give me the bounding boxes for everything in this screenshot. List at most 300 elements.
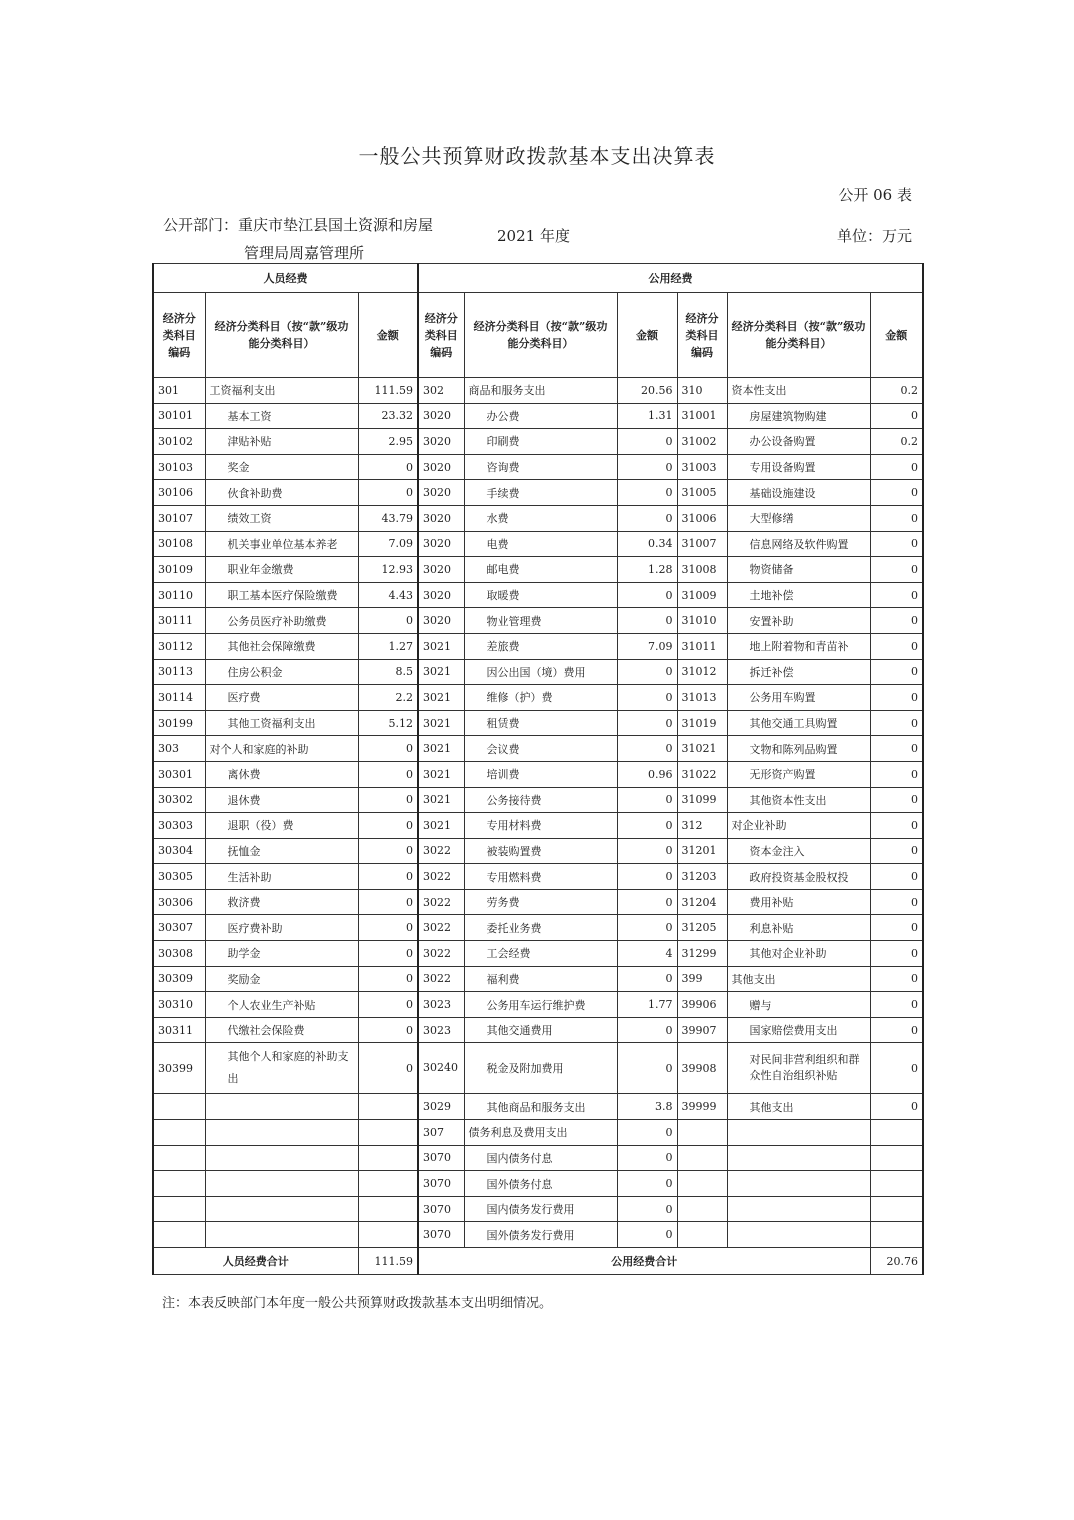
code-cell: 30305 xyxy=(153,864,205,890)
code-cell: 39908 xyxy=(677,1043,727,1094)
name-cell xyxy=(205,1145,358,1171)
code-cell: 3020 xyxy=(418,480,464,506)
code-cell: 30111 xyxy=(153,608,205,634)
code-cell: 3022 xyxy=(418,838,464,864)
name-cell xyxy=(205,1222,358,1248)
amount-cell xyxy=(870,1196,923,1222)
name-cell: 委托业务费 xyxy=(464,915,617,941)
amount-cell: 0 xyxy=(358,992,418,1018)
amount-cell: 0 xyxy=(617,838,677,864)
code-cell: 31010 xyxy=(677,608,727,634)
code-cell xyxy=(677,1171,727,1197)
code-cell: 31011 xyxy=(677,633,727,659)
amount-cell: 0 xyxy=(617,480,677,506)
code-cell: 31003 xyxy=(677,454,727,480)
code-cell: 30114 xyxy=(153,685,205,711)
code-cell: 30240 xyxy=(418,1043,464,1094)
code-cell: 30309 xyxy=(153,966,205,992)
name-cell: 其他资本性支出 xyxy=(727,787,870,813)
amount-cell: 0 xyxy=(617,659,677,685)
name-cell: 医疗费补助 xyxy=(205,915,358,941)
code-cell: 3021 xyxy=(418,659,464,685)
name-cell: 物资储备 xyxy=(727,557,870,583)
amount-cell: 0 xyxy=(617,454,677,480)
name-cell: 基础设施建设 xyxy=(727,480,870,506)
code-cell xyxy=(153,1222,205,1248)
fiscal-year: 2021 年度 xyxy=(497,227,570,245)
name-cell: 基本工资 xyxy=(205,403,358,429)
name-cell: 文物和陈列品购置 xyxy=(727,736,870,762)
name-cell: 电费 xyxy=(464,531,617,557)
code-cell: 31021 xyxy=(677,736,727,762)
header-name: 经济分类科目（按“款”级功能分类科目） xyxy=(205,293,358,378)
amount-cell: 0 xyxy=(358,480,418,506)
name-cell: 因公出国（境）费用 xyxy=(464,659,617,685)
amount-cell: 0 xyxy=(870,454,923,480)
name-cell: 信息网络及软件购置 xyxy=(727,531,870,557)
code-cell: 31203 xyxy=(677,864,727,890)
code-cell: 30304 xyxy=(153,838,205,864)
table-row xyxy=(153,1120,923,1146)
name-cell: 退职（役）费 xyxy=(205,813,358,839)
amount-cell: 0 xyxy=(870,659,923,685)
amount-cell: 0 xyxy=(617,1043,677,1094)
table-row xyxy=(153,685,923,711)
page-title: 一般公共预算财政拨款基本支出决算表 xyxy=(358,144,716,168)
name-cell: 工会经费 xyxy=(464,941,617,967)
amount-cell: 0 xyxy=(870,1017,923,1043)
amount-cell xyxy=(358,1120,418,1146)
personnel-total-value: 111.59 xyxy=(358,1248,418,1275)
department-line-1: 公开部门：重庆市垫江县国土资源和房屋 xyxy=(163,216,434,234)
name-cell: 拆迁补偿 xyxy=(727,659,870,685)
table-row xyxy=(153,454,923,480)
footnote: 注：本表反映部门本年度一般公共预算财政拨款基本支出明细情况。 xyxy=(162,1296,553,1311)
amount-cell: 0 xyxy=(358,864,418,890)
name-cell xyxy=(727,1196,870,1222)
code-cell: 30112 xyxy=(153,633,205,659)
code-cell: 3070 xyxy=(418,1222,464,1248)
name-cell: 对个人和家庭的补助 xyxy=(205,736,358,762)
code-cell: 3021 xyxy=(418,736,464,762)
code-cell: 3022 xyxy=(418,915,464,941)
code-cell: 30308 xyxy=(153,941,205,967)
name-cell: 助学金 xyxy=(205,941,358,967)
code-cell: 3020 xyxy=(418,557,464,583)
code-cell xyxy=(153,1145,205,1171)
name-cell xyxy=(205,1120,358,1146)
amount-cell: 0 xyxy=(870,787,923,813)
amount-cell: 0 xyxy=(358,761,418,787)
table-row xyxy=(153,992,923,1018)
table-row xyxy=(153,1017,923,1043)
code-cell: 30102 xyxy=(153,429,205,455)
code-cell: 30302 xyxy=(153,787,205,813)
amount-cell: 0 xyxy=(358,1017,418,1043)
name-cell: 代缴社会保险费 xyxy=(205,1017,358,1043)
code-cell: 30113 xyxy=(153,659,205,685)
code-cell xyxy=(153,1196,205,1222)
code-cell: 30109 xyxy=(153,557,205,583)
amount-cell: 0 xyxy=(358,941,418,967)
amount-cell: 0 xyxy=(870,915,923,941)
name-cell: 水费 xyxy=(464,505,617,531)
name-cell: 对民间非营利组织和群众性自治组织补贴 xyxy=(727,1043,870,1094)
table-row xyxy=(153,429,923,455)
amount-cell: 0 xyxy=(617,736,677,762)
table-row xyxy=(153,557,923,583)
amount-cell: 4 xyxy=(617,941,677,967)
code-cell: 31009 xyxy=(677,582,727,608)
code-cell: 30301 xyxy=(153,761,205,787)
name-cell: 生活补助 xyxy=(205,864,358,890)
amount-cell: 0 xyxy=(358,608,418,634)
amount-cell: 0 xyxy=(617,582,677,608)
amount-cell: 0 xyxy=(358,736,418,762)
name-cell: 咨询费 xyxy=(464,454,617,480)
name-cell: 奖金 xyxy=(205,454,358,480)
amount-cell: 2.2 xyxy=(358,685,418,711)
name-cell: 其他社会保障缴费 xyxy=(205,633,358,659)
amount-cell: 5.12 xyxy=(358,710,418,736)
name-cell: 福利费 xyxy=(464,966,617,992)
name-cell: 印刷费 xyxy=(464,429,617,455)
amount-cell: 0 xyxy=(617,1120,677,1146)
code-cell xyxy=(677,1145,727,1171)
table-row xyxy=(153,608,923,634)
table-row xyxy=(153,915,923,941)
amount-cell: 7.09 xyxy=(617,633,677,659)
name-cell: 机关事业单位基本养老 xyxy=(205,531,358,557)
code-cell: 30103 xyxy=(153,454,205,480)
header-amount: 金额 xyxy=(617,293,677,378)
table-row xyxy=(153,838,923,864)
amount-cell: 0 xyxy=(358,838,418,864)
name-cell: 其他交通工具购置 xyxy=(727,710,870,736)
name-cell: 专用燃料费 xyxy=(464,864,617,890)
amount-cell: 0 xyxy=(870,557,923,583)
code-cell: 39999 xyxy=(677,1094,727,1120)
code-cell xyxy=(677,1196,727,1222)
amount-cell: 0 xyxy=(870,1094,923,1120)
amount-cell: 1.31 xyxy=(617,403,677,429)
table-row xyxy=(153,761,923,787)
amount-cell: 0 xyxy=(617,685,677,711)
amount-cell: 0 xyxy=(358,915,418,941)
code-cell: 31022 xyxy=(677,761,727,787)
code-cell: 3020 xyxy=(418,505,464,531)
code-cell xyxy=(677,1222,727,1248)
code-cell: 303 xyxy=(153,736,205,762)
name-cell: 费用补贴 xyxy=(727,889,870,915)
table-row xyxy=(153,736,923,762)
code-cell xyxy=(153,1120,205,1146)
amount-cell: 1.77 xyxy=(617,992,677,1018)
table-row xyxy=(153,1145,923,1171)
table-row xyxy=(153,787,923,813)
code-cell: 3020 xyxy=(418,531,464,557)
code-cell: 30303 xyxy=(153,813,205,839)
amount-cell: 0 xyxy=(870,1043,923,1094)
amount-cell: 0 xyxy=(617,1145,677,1171)
table-row xyxy=(153,659,923,685)
section-personnel: 人员经费 xyxy=(153,264,418,293)
table-row xyxy=(153,710,923,736)
amount-cell xyxy=(870,1222,923,1248)
amount-cell: 8.5 xyxy=(358,659,418,685)
code-cell: 31204 xyxy=(677,889,727,915)
amount-cell: 0 xyxy=(617,429,677,455)
header-name: 经济分类科目（按“款”级功能分类科目） xyxy=(464,293,617,378)
code-cell: 30107 xyxy=(153,505,205,531)
name-cell: 国外债务付息 xyxy=(464,1171,617,1197)
code-cell: 3022 xyxy=(418,966,464,992)
name-cell: 邮电费 xyxy=(464,557,617,583)
table-row xyxy=(153,582,923,608)
code-cell: 30307 xyxy=(153,915,205,941)
amount-cell: 0 xyxy=(617,1222,677,1248)
name-cell: 安置补助 xyxy=(727,608,870,634)
name-cell xyxy=(727,1222,870,1248)
code-cell: 31299 xyxy=(677,941,727,967)
name-cell: 国外债务发行费用 xyxy=(464,1222,617,1248)
code-cell: 31002 xyxy=(677,429,727,455)
amount-cell: 0 xyxy=(358,454,418,480)
amount-cell: 0 xyxy=(870,992,923,1018)
name-cell: 赠与 xyxy=(727,992,870,1018)
code-cell: 31012 xyxy=(677,659,727,685)
name-cell: 公务接待费 xyxy=(464,787,617,813)
name-cell: 国内债务发行费用 xyxy=(464,1196,617,1222)
code-cell: 31001 xyxy=(677,403,727,429)
name-cell: 工资福利支出 xyxy=(205,378,358,404)
name-cell: 培训费 xyxy=(464,761,617,787)
name-cell: 公务员医疗补助缴费 xyxy=(205,608,358,634)
code-cell: 31099 xyxy=(677,787,727,813)
code-cell: 3021 xyxy=(418,787,464,813)
amount-cell xyxy=(358,1222,418,1248)
name-cell xyxy=(727,1145,870,1171)
table-row xyxy=(153,941,923,967)
amount-cell: 0 xyxy=(870,480,923,506)
name-cell: 其他交通费用 xyxy=(464,1017,617,1043)
table-row xyxy=(153,505,923,531)
code-cell: 3020 xyxy=(418,403,464,429)
amount-cell: 0.34 xyxy=(617,531,677,557)
header-code: 经济分类科目编码 xyxy=(418,293,464,378)
amount-cell: 2.95 xyxy=(358,429,418,455)
amount-cell: 3.8 xyxy=(617,1094,677,1120)
unit-label: 单位：万元 xyxy=(836,227,912,245)
amount-cell: 0 xyxy=(617,813,677,839)
header-amount: 金额 xyxy=(358,293,418,378)
amount-cell: 0 xyxy=(358,1043,418,1094)
amount-cell: 0 xyxy=(617,505,677,531)
name-cell: 资本性支出 xyxy=(727,378,870,404)
name-cell: 奖励金 xyxy=(205,966,358,992)
header-code: 经济分类科目编码 xyxy=(677,293,727,378)
code-cell: 302 xyxy=(418,378,464,404)
amount-cell: 0 xyxy=(870,813,923,839)
code-cell: 3023 xyxy=(418,1017,464,1043)
table-row xyxy=(153,889,923,915)
name-cell xyxy=(205,1094,358,1120)
name-cell: 房屋建筑物购建 xyxy=(727,403,870,429)
name-cell: 退休费 xyxy=(205,787,358,813)
amount-cell: 0 xyxy=(617,889,677,915)
amount-cell: 20.56 xyxy=(617,378,677,404)
amount-cell: 0 xyxy=(358,787,418,813)
amount-cell: 0.96 xyxy=(617,761,677,787)
name-cell: 劳务费 xyxy=(464,889,617,915)
name-cell: 办公费 xyxy=(464,403,617,429)
amount-cell: 0 xyxy=(870,505,923,531)
code-cell: 3021 xyxy=(418,685,464,711)
table-row xyxy=(153,480,923,506)
name-cell: 无形资产购置 xyxy=(727,761,870,787)
expenditure-table xyxy=(152,263,924,1275)
amount-cell: 0 xyxy=(617,608,677,634)
name-cell: 维修（护）费 xyxy=(464,685,617,711)
code-cell: 3020 xyxy=(418,608,464,634)
code-cell: 31008 xyxy=(677,557,727,583)
code-cell: 3020 xyxy=(418,454,464,480)
code-cell: 30110 xyxy=(153,582,205,608)
section-public: 公用经费 xyxy=(418,264,923,293)
name-cell: 物业管理费 xyxy=(464,608,617,634)
code-cell: 31005 xyxy=(677,480,727,506)
amount-cell: 0 xyxy=(358,813,418,839)
code-cell: 30108 xyxy=(153,531,205,557)
name-cell: 津贴补贴 xyxy=(205,429,358,455)
amount-cell: 12.93 xyxy=(358,557,418,583)
code-cell: 31019 xyxy=(677,710,727,736)
code-cell: 39906 xyxy=(677,992,727,1018)
amount-cell: 0 xyxy=(617,1017,677,1043)
code-cell: 3029 xyxy=(418,1094,464,1120)
code-cell: 31006 xyxy=(677,505,727,531)
code-cell: 3021 xyxy=(418,761,464,787)
header-amount: 金额 xyxy=(870,293,923,378)
name-cell: 取暖费 xyxy=(464,582,617,608)
name-cell: 专用设备购置 xyxy=(727,454,870,480)
table-row xyxy=(153,966,923,992)
table-row xyxy=(153,813,923,839)
public-total-label: 公用经费合计 xyxy=(418,1248,870,1275)
code-cell: 3021 xyxy=(418,633,464,659)
code-cell: 30310 xyxy=(153,992,205,1018)
code-cell: 31201 xyxy=(677,838,727,864)
amount-cell: 0 xyxy=(617,1196,677,1222)
amount-cell: 7.09 xyxy=(358,531,418,557)
amount-cell: 0 xyxy=(617,915,677,941)
name-cell xyxy=(205,1196,358,1222)
amount-cell: 0 xyxy=(870,889,923,915)
code-cell: 30399 xyxy=(153,1043,205,1094)
code-cell: 3022 xyxy=(418,889,464,915)
amount-cell: 0 xyxy=(617,787,677,813)
code-cell: 3020 xyxy=(418,582,464,608)
name-cell: 办公设备购置 xyxy=(727,429,870,455)
code-cell: 312 xyxy=(677,813,727,839)
code-cell: 307 xyxy=(418,1120,464,1146)
name-cell: 医疗费 xyxy=(205,685,358,711)
name-cell: 土地补偿 xyxy=(727,582,870,608)
name-cell: 个人农业生产补贴 xyxy=(205,992,358,1018)
amount-cell: 23.32 xyxy=(358,403,418,429)
name-cell: 对企业补助 xyxy=(727,813,870,839)
amount-cell: 0 xyxy=(617,864,677,890)
department-line-2: 管理局周嘉管理所 xyxy=(244,244,365,262)
name-cell: 伙食补助费 xyxy=(205,480,358,506)
amount-cell xyxy=(870,1171,923,1197)
amount-cell xyxy=(870,1145,923,1171)
amount-cell: 0 xyxy=(617,966,677,992)
name-cell: 救济费 xyxy=(205,889,358,915)
totals-row xyxy=(153,1248,923,1275)
table-row xyxy=(153,531,923,557)
name-cell: 专用材料费 xyxy=(464,813,617,839)
amount-cell: 0 xyxy=(358,966,418,992)
name-cell: 利息补贴 xyxy=(727,915,870,941)
name-cell: 地上附着物和青苗补 xyxy=(727,633,870,659)
amount-cell xyxy=(870,1120,923,1146)
table-row xyxy=(153,1171,923,1197)
amount-cell: 0 xyxy=(870,838,923,864)
name-cell: 政府投资基金股权投 xyxy=(727,864,870,890)
code-cell: 301 xyxy=(153,378,205,404)
code-cell: 30199 xyxy=(153,710,205,736)
amount-cell: 0 xyxy=(870,864,923,890)
amount-cell: 0 xyxy=(870,685,923,711)
code-cell: 3022 xyxy=(418,864,464,890)
name-cell: 税金及附加费用 xyxy=(464,1043,617,1094)
amount-cell: 0 xyxy=(870,736,923,762)
name-cell: 债务利息及费用支出 xyxy=(464,1120,617,1146)
code-cell: 30101 xyxy=(153,403,205,429)
table-row xyxy=(153,1196,923,1222)
name-cell xyxy=(727,1120,870,1146)
department-info xyxy=(163,211,433,267)
amount-cell: 0 xyxy=(870,761,923,787)
table-row xyxy=(153,1222,923,1248)
amount-cell: 0 xyxy=(870,608,923,634)
code-cell: 30106 xyxy=(153,480,205,506)
code-cell: 399 xyxy=(677,966,727,992)
name-cell: 租赁费 xyxy=(464,710,617,736)
code-cell: 31007 xyxy=(677,531,727,557)
amount-cell: 0 xyxy=(870,710,923,736)
personnel-total-label: 人员经费合计 xyxy=(153,1248,358,1275)
code-cell: 3070 xyxy=(418,1145,464,1171)
header-code: 经济分类科目编码 xyxy=(153,293,205,378)
code-cell: 30311 xyxy=(153,1017,205,1043)
amount-cell xyxy=(358,1196,418,1222)
name-cell: 会议费 xyxy=(464,736,617,762)
name-cell: 国内债务付息 xyxy=(464,1145,617,1171)
code-cell: 3021 xyxy=(418,710,464,736)
amount-cell: 1.28 xyxy=(617,557,677,583)
amount-cell xyxy=(358,1171,418,1197)
table-row xyxy=(153,633,923,659)
name-cell xyxy=(205,1171,358,1197)
name-cell: 其他对企业补助 xyxy=(727,941,870,967)
code-cell: 31013 xyxy=(677,685,727,711)
name-cell xyxy=(727,1171,870,1197)
code-cell: 3022 xyxy=(418,941,464,967)
name-cell: 其他工资福利支出 xyxy=(205,710,358,736)
table-row xyxy=(153,864,923,890)
